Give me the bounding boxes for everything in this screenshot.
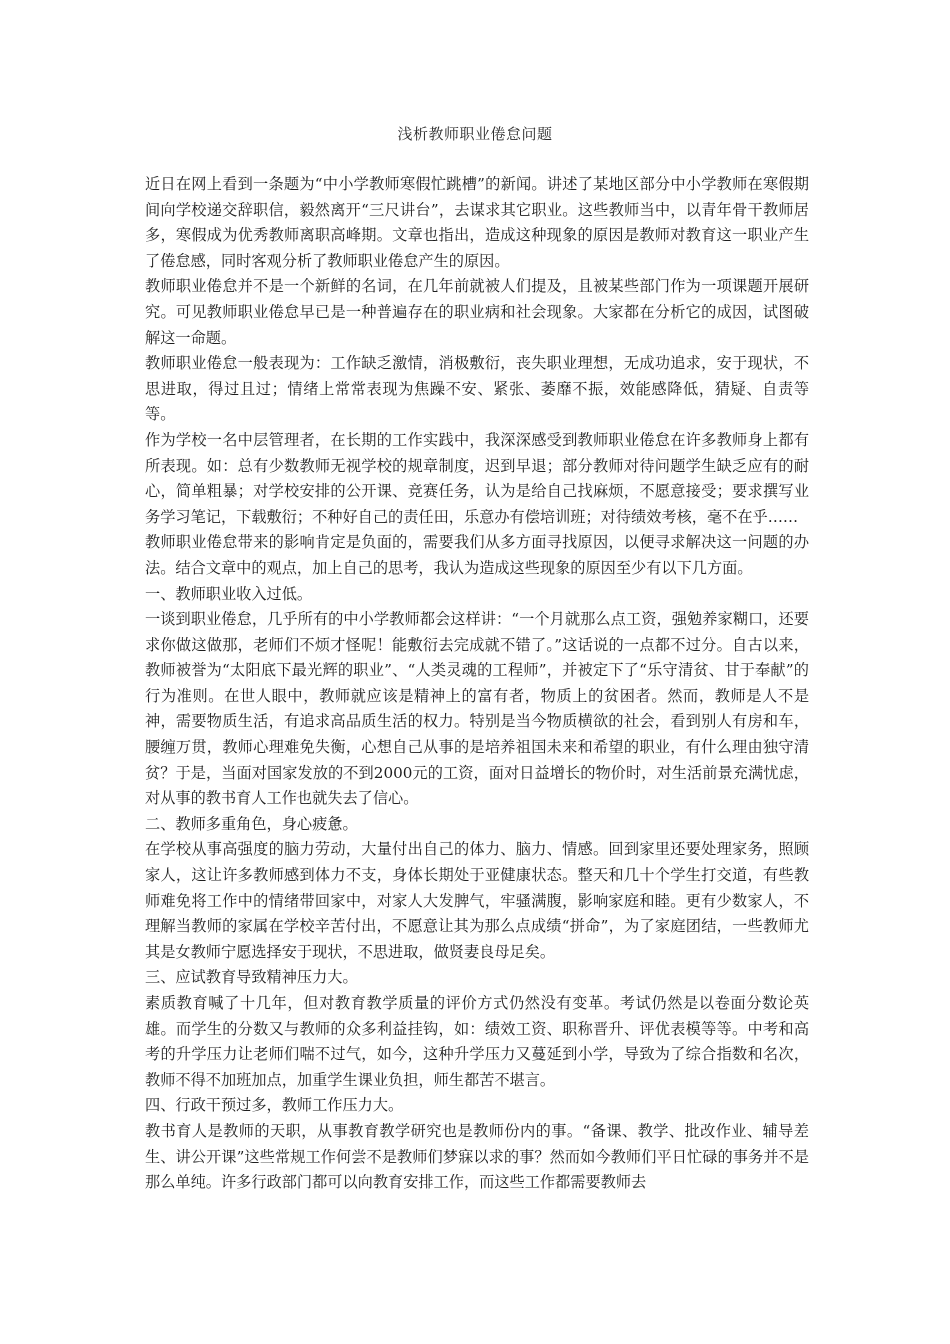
paragraph: 素质教育喊了十几年，但对教育教学质量的评价方式仍然没有变革。考试仍然是以卷面分数论英雄。而学生的分数又与教师的众多利益挂钩，如：绩效工资、职称晋升、评优表模等等。中考和高考的升学压力让老师们喘不过气，如今，这种升学压力又蔓延到小学，导致为了综合指数和名次，教师不得不加班加点，加重学生课业负担，师生都苦不堪言。 (145, 994, 809, 1089)
paragraph: 在学校从事高强度的脑力劳动，大量付出自己的体力、脑力、情感。回到家里还要处理家务，照顾家人，这让许多教师感到体力不支，身体长期处于亚健康状态。整天和几十个学生打交道，有些教师难免将工作中的情绪带回家中，对家人大发脾气，牢骚满腹，影响家庭和睦。更有少数家人，不理解当教师的家属在学校辛苦付出，不愿意让其为那么点成绩“拼命”，为了家庭团结，一些教师尤其是女教师宁愿选择安于现状，不思进取，做贤妻良母足矣。 (145, 840, 809, 961)
paragraph: 教书育人是教师的天职，从事教育教学研究也是教师份内的事。“备课、教学、批改作业、辅导差生、讲公开课”这些常规工作何尝不是教师们梦寐以求的事？然而如今教师们平日忙碌的事务并不是那么单纯。许多行政部门都可以向教育安排工作，而这些工作都需要教师去 (145, 1121, 809, 1192)
section-heading: 四、行政干预过多，教师工作压力大。 (145, 1096, 404, 1115)
document-body (145, 172, 809, 1196)
paragraph: 一谈到职业倦怠，几乎所有的中小学教师都会这样讲：“一个月就那么点工资，强勉养家糊口，还要求你做这做那，老师们不烦才怪呢！能敷衍去完成就不错了。”这话说的一点都不过分。自古以来，教师被誉为“太阳底下最光辉的职业”、“人类灵魂的工程师”，并被定下了“乐守清贫、甘于奉献”的行为准则。在世人眼中，教师就应该是精神上的富有者，物质上的贫困者。然而，教师是人不是神，需要物质生活，有追求高品质生活的权力。特别是当今物质横欲的社会，看到别人有房和车，腰缠万贯，教师心理难免失衡，心想自己从事的是培养祖国未来和希望的职业，有什么理由独守清贫？于是，当面对国家发放的不到2000元的工资，面对日益增长的物价时，对生活前景充满忧虑，对从事的教书育人工作也就失去了信心。 (145, 610, 809, 808)
document-title: 浅析教师职业倦怠问题 (397, 125, 553, 143)
section-heading: 二、教师多重角色，身心疲惫。 (145, 814, 358, 833)
paragraph: 教师职业倦怠带来的影响肯定是负面的，需要我们从多方面寻找原因，以便寻求解决这一问题的办法。结合文章中的观点，加上自己的思考，我认为造成这些现象的原因至少有以下几方面。 (145, 533, 809, 577)
paragraph: 作为学校一名中层管理者，在长期的工作实践中，我深深感受到教师职业倦怠在许多教师身上都有所表现。如：总有少数教师无视学校的规章制度，迟到早退；部分教师对待问题学生缺乏应有的耐心，简单粗暴；对学校安排的公开课、竞赛任务，认为是给自己找麻烦，不愿意接受；要求撰写业务学习笔记，下载敷衍；不种好自己的责任田，乐意办有偿培训班；对待绩效考核，毫不在乎…… (145, 430, 809, 526)
section-heading: 三、应试教育导致精神压力大。 (145, 968, 358, 987)
section-heading: 一、教师职业收入过低。 (145, 584, 313, 603)
paragraph: 教师职业倦怠一般表现为：工作缺乏激情，消极敷衍，丧失职业理想，无成功追求，安于现状，不思进取，得过且过；情绪上常常表现为焦躁不安、紧张、萎靡不振，效能感降低，猜疑、自责等等。 (145, 354, 809, 424)
paragraph: 近日在网上看到一条题为“中小学教师寒假忙跳槽”的新闻。讲述了某地区部分中小学教师在寒假期间向学校递交辞职信，毅然离开“三尺讲台”，去谋求其它职业。这些教师当中，以青年骨干教师居多，寒假成为优秀教师离职高峰期。文章也指出，造成这种现象的原因是教师对教育这一职业产生了倦怠感，同时客观分析了教师职业倦怠产生的原因。 (145, 175, 809, 270)
paragraph: 教师职业倦怠并不是一个新鲜的名词，在几年前就被人们提及，且被某些部门作为一项课题开展研究。可见教师职业倦怠早已是一种普遍存在的职业病和社会现象。大家都在分析它的成因，试图破解这一命题。 (145, 277, 809, 347)
